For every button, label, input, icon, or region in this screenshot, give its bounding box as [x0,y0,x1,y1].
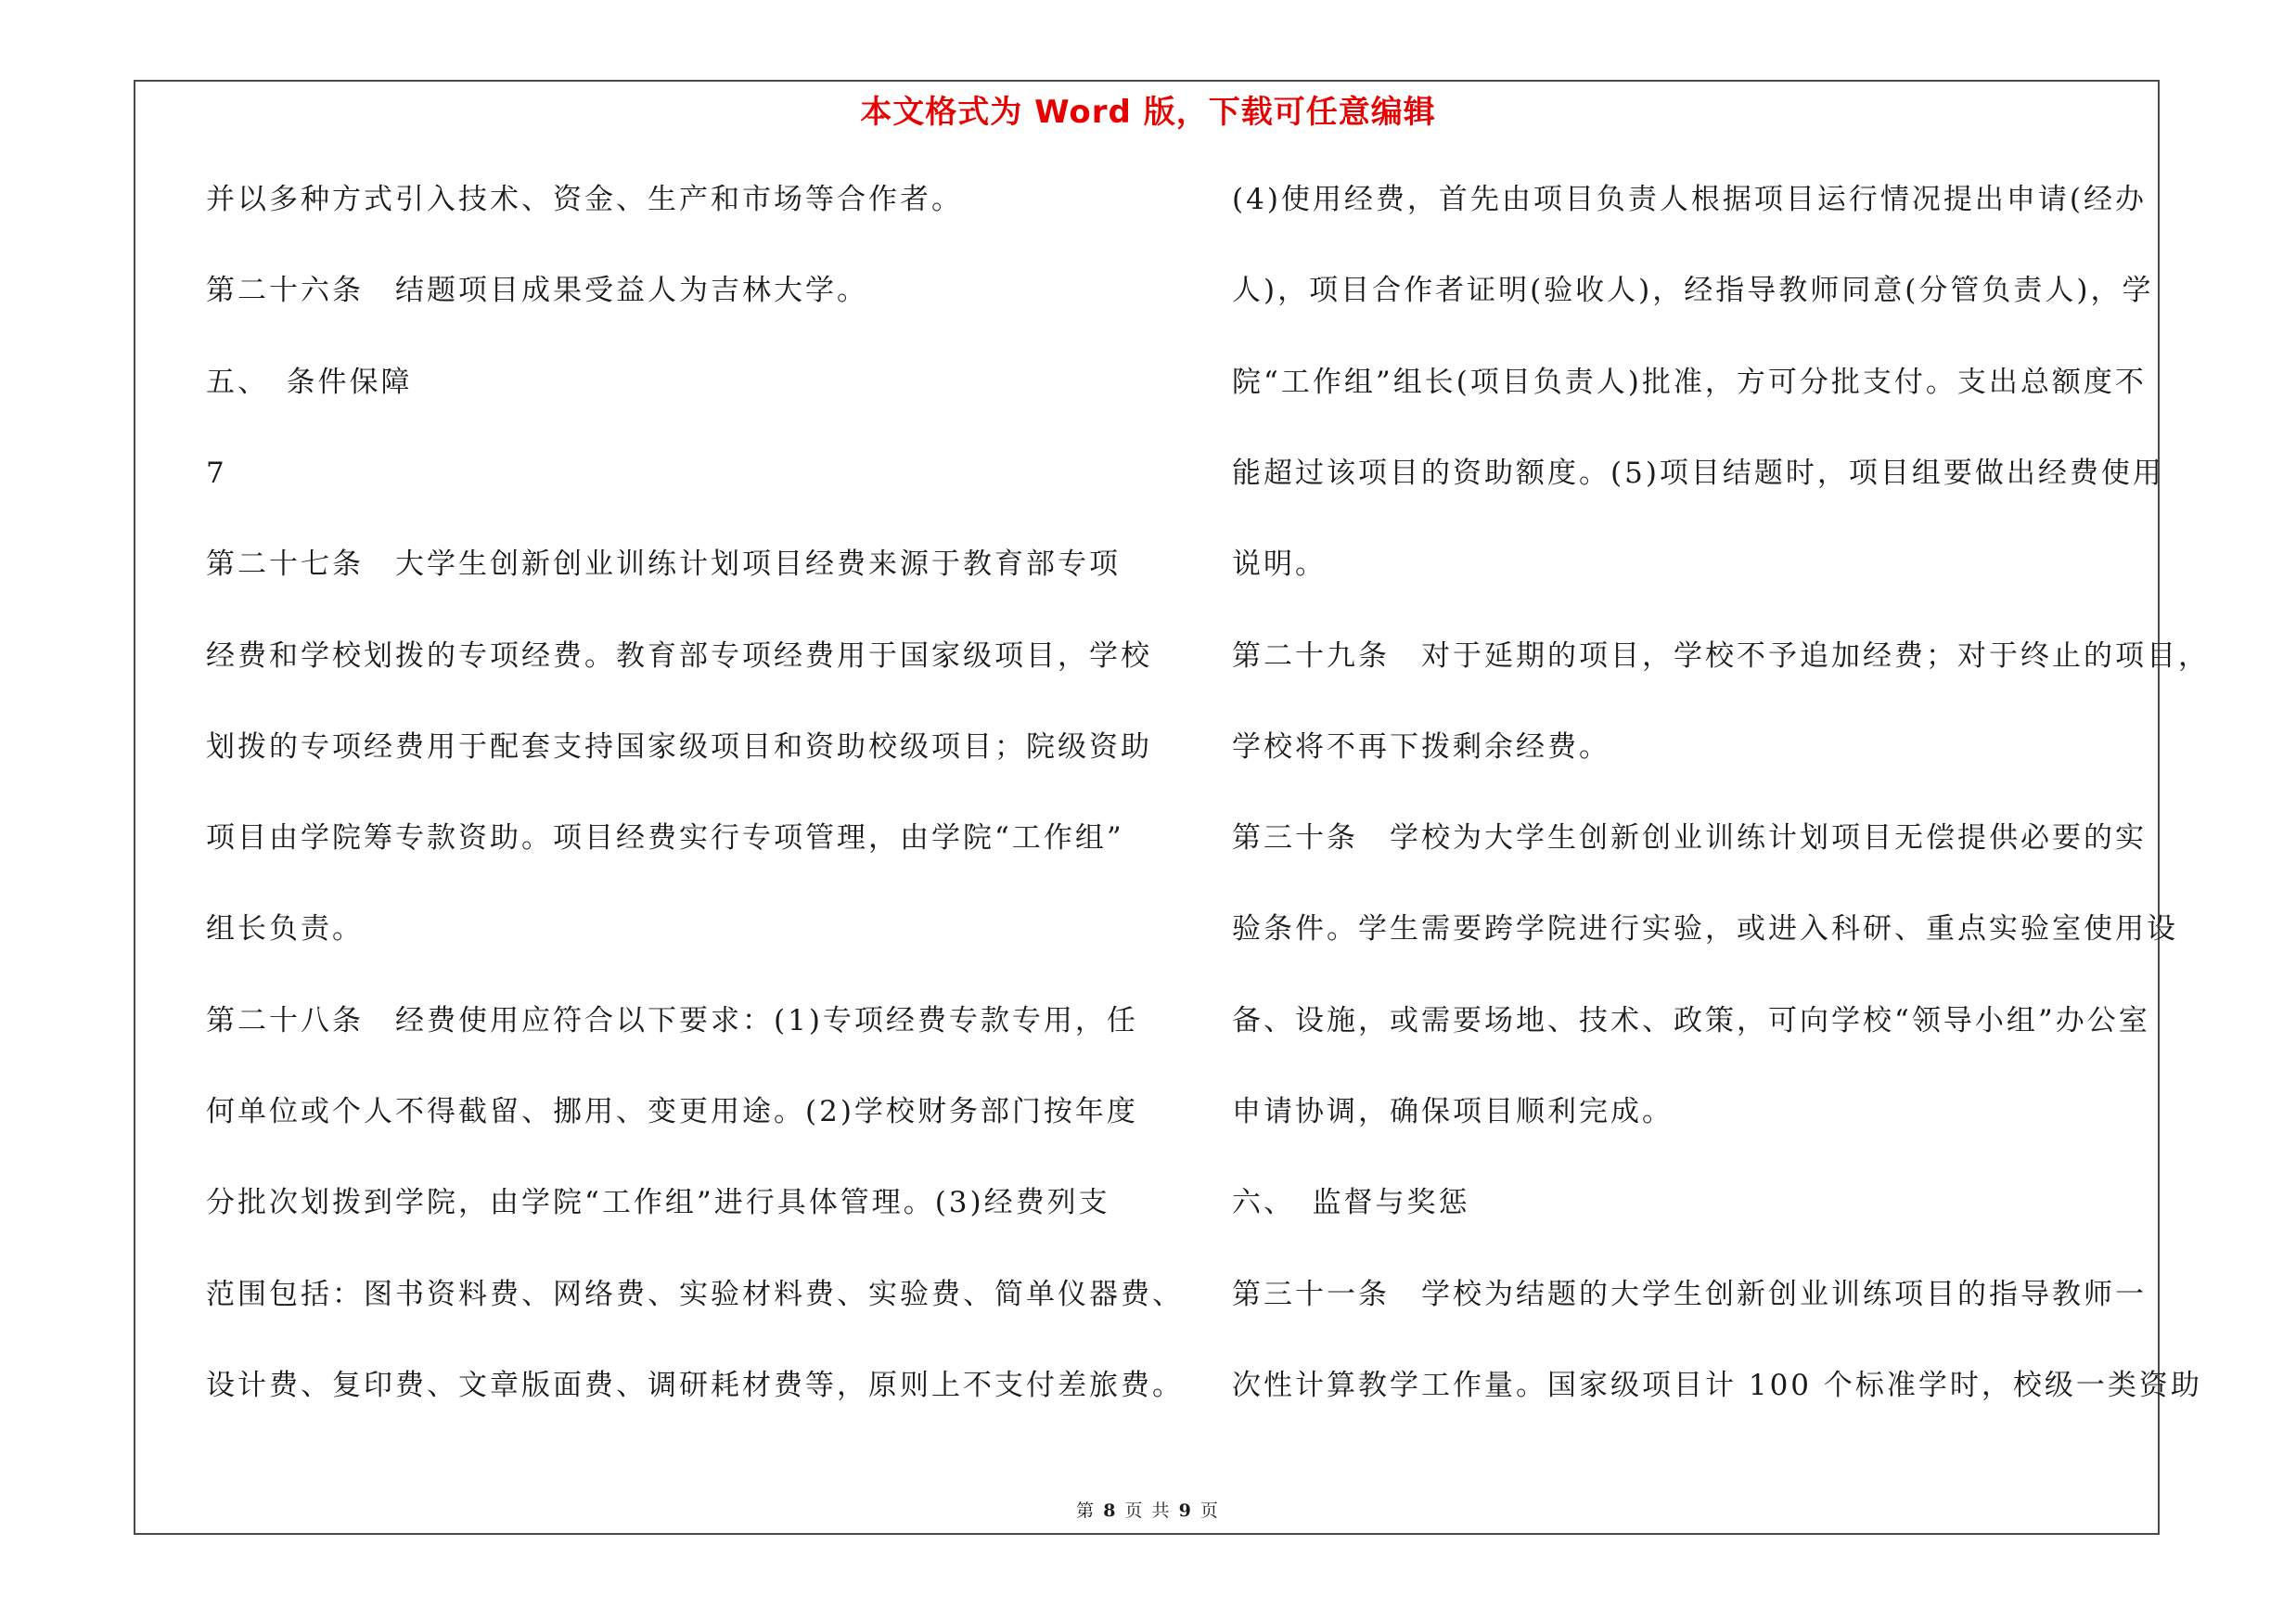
text-line: 说明。 [1232,547,1327,582]
text-line: 人)，项目合作者证明(验收人)，经指导教师同意(分管负责人)，学 [1232,274,2154,308]
text-line: 何单位或个人不得截留、挪用、变更用途。(2)学校财务部门按年度 [206,1095,1138,1128]
footer-suffix: 页 [1199,1501,1220,1521]
text-line: 设计费、复印费、文章版面费、调研耗材费等，原则上不支付差旅费。 [206,1368,1184,1402]
text-line: 7 [206,456,227,490]
text-line: 验条件。学生需要跨学院进行实验，或进入科研、重点实验室使用设 [1232,912,2178,947]
text-line: 第二十八条 经费使用应符合以下要求：(1)专项经费专款专用，任 [206,1003,1138,1037]
text-line: 第二十六条 结题项目成果受益人为吉林大学。 [206,274,868,308]
footer-current-page: 8 [1103,1501,1118,1521]
text-line: 第二十九条 对于延期的项目，学校不予追加经费；对于终止的项目， [1232,638,2210,673]
text-line: 院“工作组”组长(项目负责人)批准，方可分批支付。支出总额度不 [1232,365,2147,399]
text-line: 第三十条 学校为大学生创新创业训练计划项目无偿提供必要的实 [1232,821,2147,856]
text-line: 划拨的专项经费用于配套支持国家级项目和资助校级项目；院级资助 [206,729,1152,764]
footer-middle: 页 共 [1124,1501,1172,1521]
text-line: 申请协调，确保项目顺利完成。 [1232,1095,1674,1128]
text-line: 五、 条件保障 [206,365,413,399]
text-line: 组长负责。 [206,912,364,947]
text-line: 第三十一条 学校为结题的大学生创新创业训练项目的指导教师一 [1232,1277,2147,1311]
text-line: (4)使用经费，首先由项目负责人根据项目运行情况提出申请(经办 [1232,183,2148,216]
text-line: 学校将不再下拨剩余经费。 [1232,729,1610,764]
footer-total-pages: 9 [1178,1501,1193,1521]
text-line: 备、设施，或需要场地、技术、政策，可向学校“领导小组”办公室 [1232,1003,2150,1037]
page-footer [0,1497,2296,1522]
text-line: 次性计算教学工作量。国家级项目计 100 个标准学时，校级一类资助 [1232,1368,2202,1402]
text-line: 项目由学院筹专款资助。项目经费实行专项管理，由学院“工作组” [206,821,1124,856]
footer-prefix: 第 [1076,1501,1097,1521]
text-line: 范围包括：图书资料费、网络费、实验材料费、实验费、简单仪器费、 [206,1277,1184,1311]
text-line: 并以多种方式引入技术、资金、生产和市场等合作者。 [206,183,963,216]
text-line: 第二十七条 大学生创新创业训练计划项目经费来源于教育部专项 [206,547,1121,582]
format-banner: 本文格式为 Word 版，下载可任意编辑 [860,94,1436,131]
text-line: 经费和学校划拨的专项经费。教育部专项经费用于国家级项目，学校 [206,638,1152,673]
text-line: 能超过该项目的资助额度。(5)项目结题时，项目组要做出经费使用 [1232,456,2164,490]
text-line: 分批次划拨到学院，由学院“工作组”进行具体管理。(3)经费列支 [206,1186,1110,1220]
text-line: 六、 监督与奖惩 [1232,1186,1470,1220]
